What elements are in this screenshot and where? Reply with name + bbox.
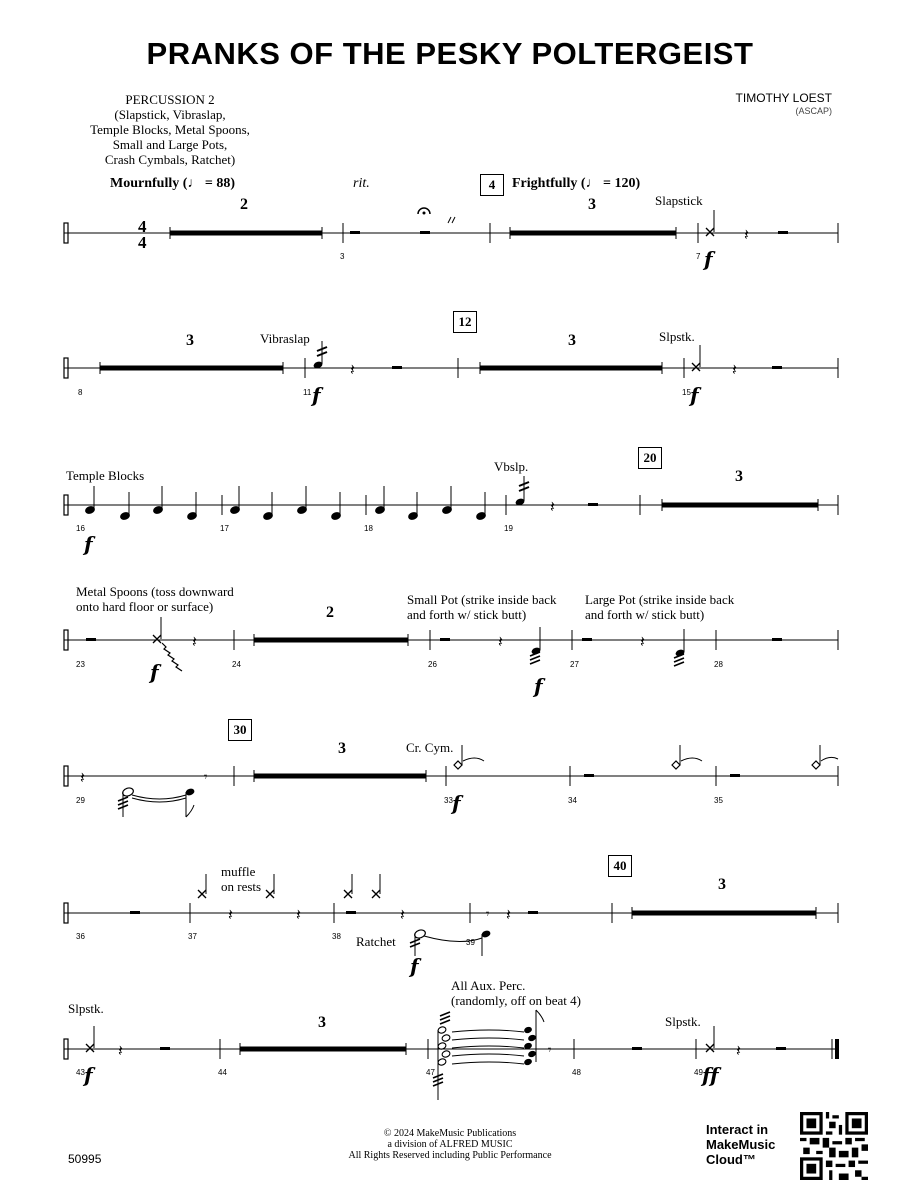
copyright-notice: © 2024 MakeMusic Publications a division of ALFRED MUSIC All Rights Reserved including Public Performance (348, 1128, 552, 1161)
instrument-list-line: Crash Cymbals, Ratchet) (104, 152, 236, 167)
svg-text:𝄽: 𝄽 (736, 1043, 741, 1060)
bar-number: 44 (218, 1068, 227, 1077)
dynamic-forte: f (534, 674, 543, 698)
tempo-marking-frightfully: Frightfully (♩ = 120) (512, 176, 641, 191)
bar-number: 7 (696, 252, 701, 261)
instrument-cue-large-pot: Large Pot (strike inside back and forth w/ stick butt) (585, 592, 735, 622)
publication-number: 50995 (68, 1152, 102, 1166)
bar-number: 37 (188, 932, 197, 941)
bar-number: 19 (504, 524, 513, 533)
instrument-list-line: Small and Large Pots, (112, 137, 228, 152)
multimeasure-rest-count: 3 (735, 468, 743, 485)
svg-text:𝄾: 𝄾 (204, 769, 208, 784)
bar-number: 17 (220, 524, 229, 533)
page-title: PRANKS OF THE PESKY POLTERGEIST (146, 36, 754, 71)
instrument-cue-slpstk: Slpstk. (659, 329, 695, 344)
bar-number: 11 (303, 388, 312, 397)
rehearsal-mark-40: 40 (608, 855, 632, 877)
dynamic-forte: f (452, 791, 461, 815)
dynamic-forte: f (84, 1063, 93, 1087)
svg-text:𝄽: 𝄽 (744, 227, 749, 244)
bar-number: 15 (682, 388, 691, 397)
bar-number: 33 (444, 796, 453, 805)
rehearsal-mark-30: 30 (228, 719, 252, 741)
bar-number: 26 (428, 660, 437, 669)
rit-marking: rit. (353, 176, 370, 191)
bar-number: 47 (426, 1068, 435, 1077)
staff-system-3 (0, 472, 900, 552)
svg-text:𝄾: 𝄾 (486, 906, 490, 921)
svg-text:𝄽: 𝄽 (732, 362, 737, 379)
svg-text:𝄾: 𝄾 (548, 1042, 552, 1057)
instrument-cue-metal-spoons: Metal Spoons (toss downward onto hard floor or surface) (76, 584, 234, 614)
bar-number: 18 (364, 524, 373, 533)
instrument-cue-crash-cymbals: Cr. Cym. (406, 740, 454, 755)
bar-number: 24 (232, 660, 241, 669)
staff-system-5 (0, 743, 900, 843)
dynamic-forte: f (410, 954, 419, 978)
bar-number: 3 (340, 252, 345, 261)
bar-number: 39 (466, 938, 475, 947)
svg-text:4: 4 (138, 217, 147, 236)
bar-number: 34 (568, 796, 577, 805)
svg-text:𝄽: 𝄽 (400, 907, 405, 924)
makemusic-cloud-link[interactable]: Interact in MakeMusic Cloud™ (706, 1122, 776, 1167)
multimeasure-rest-count: 2 (326, 604, 334, 621)
bar-number: 38 (332, 932, 341, 941)
bar-number: 49 (694, 1068, 703, 1077)
composer-name: TIMOTHY LOEST (735, 91, 832, 105)
tempo-marking-mournfully: Mournfully (♩ = 88) (110, 176, 236, 191)
multimeasure-rest-count: 3 (568, 332, 576, 349)
dynamic-fortissimo: ff (702, 1063, 719, 1087)
svg-text:𝄽: 𝄽 (640, 634, 645, 651)
svg-text:𝄽: 𝄽 (80, 770, 85, 787)
bar-number: 35 (714, 796, 723, 805)
multimeasure-rest-count: 3 (588, 196, 596, 213)
multimeasure-rest-count: 3 (718, 876, 726, 893)
instrument-block (70, 92, 270, 167)
multimeasure-rest-count: 3 (186, 332, 194, 349)
rehearsal-mark-12: 12 (453, 311, 477, 333)
bar-number: 48 (572, 1068, 581, 1077)
instrument-cue-vbslp: Vbslp. (494, 459, 529, 474)
multimeasure-rest-count: 2 (240, 196, 248, 213)
staff-system-4 (0, 607, 900, 687)
dynamic-forte: f (690, 383, 699, 407)
staff-system-7 (0, 1016, 900, 1116)
svg-text:𝄽: 𝄽 (118, 1043, 123, 1060)
bar-number: 27 (570, 660, 579, 669)
svg-text:𝄽: 𝄽 (498, 634, 503, 651)
instrument-cue-slpstk: Slpstk. (665, 1014, 701, 1029)
multimeasure-rest-count: 3 (318, 1014, 326, 1031)
composer-block (736, 92, 832, 118)
instrument-list-line: Temple Blocks, Metal Spoons, (90, 122, 250, 137)
bar-number: 36 (76, 932, 85, 941)
dynamic-forte: f (312, 383, 321, 407)
staff-system-2 (0, 335, 900, 415)
composer-society: (ASCAP) (795, 106, 832, 116)
qr-code-icon[interactable] (800, 1112, 868, 1180)
rehearsal-mark-20: 20 (638, 447, 662, 469)
instrument-name: PERCUSSION 2 (125, 92, 215, 107)
instrument-cue-small-pot: Small Pot (strike inside back and forth w/ stick butt) (407, 592, 557, 622)
instrument-cue-temple-blocks: Temple Blocks (66, 468, 145, 483)
staff-system-6 (0, 880, 900, 980)
svg-text:𝄽: 𝄽 (296, 907, 301, 924)
dynamic-forte: f (84, 532, 93, 556)
bar-number: 28 (714, 660, 723, 669)
svg-text:𝄽: 𝄽 (350, 362, 355, 379)
bar-number: 43 (76, 1068, 85, 1077)
instrument-cue-ratchet: Ratchet (356, 934, 396, 949)
instrument-cue-vibraslap: Vibraslap (260, 331, 310, 346)
bar-number: 29 (76, 796, 85, 805)
instrument-list-line: (Slapstick, Vibraslap, (114, 107, 226, 122)
bar-number: 16 (76, 524, 85, 533)
instruction-muffle: muffle on rests (221, 864, 262, 894)
staff-system-1 (0, 200, 900, 280)
svg-text:𝄽: 𝄽 (192, 634, 197, 651)
multimeasure-rest-count: 3 (338, 740, 346, 757)
instrument-cue-slapstick: Slapstick (655, 193, 703, 208)
svg-text:4: 4 (138, 233, 147, 252)
svg-text:𝄽: 𝄽 (506, 907, 511, 924)
svg-text:𝄽: 𝄽 (228, 907, 233, 924)
dynamic-forte: f (704, 247, 713, 271)
bar-number: 23 (76, 660, 85, 669)
dynamic-forte: f (150, 660, 159, 684)
bar-number: 8 (78, 388, 83, 397)
svg-text:𝄽: 𝄽 (550, 499, 555, 516)
rehearsal-mark-4: 4 (480, 174, 504, 196)
instruction-all-aux-perc: All Aux. Perc. (randomly, off on beat 4) (451, 978, 581, 1008)
instrument-cue-slpstk: Slpstk. (68, 1001, 104, 1016)
